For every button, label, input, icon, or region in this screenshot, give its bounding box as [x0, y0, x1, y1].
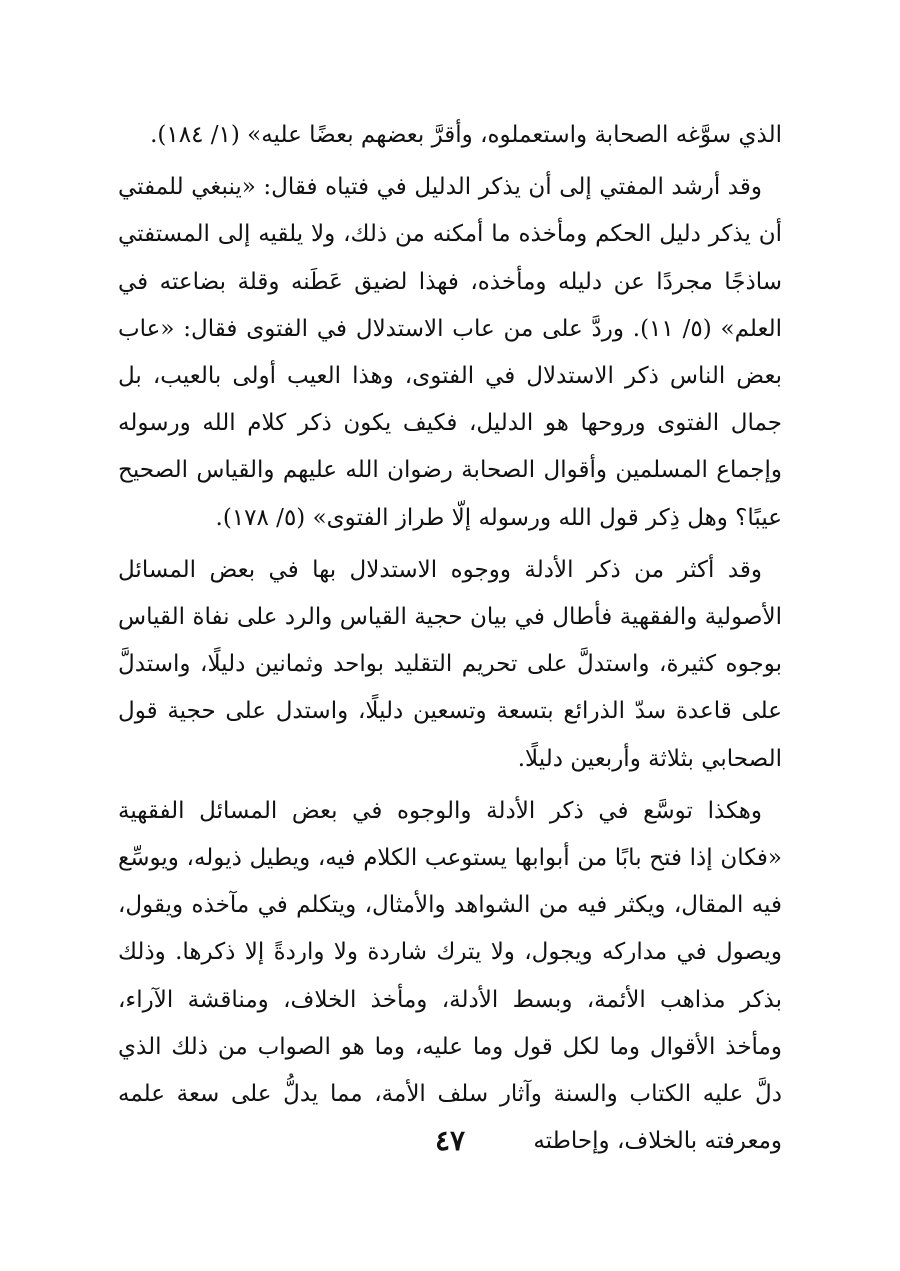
- paragraph-3: وقد أكثر من ذكر الأدلة ووجوه الاستدلال بها في بعض المسائل الأصولية والفقهية فأطال في بيان حجية القياس والرد على نفاة القياس بوجوه كثيرة، واستدلَّ على تحريم التقليد بواحد وثمانين دليلًا، واستدلَّ على قاعدة سدّ الذرائع بتسعة وتسعين دليلًا، واستدل على حجية قول الصحابي بثلاثة وأربعين دليلًا.: [118, 556, 782, 772]
- paragraph-1: الذي سوَّغه الصحابة واستعملوه، وأقرَّ بعضهم بعضًا عليه» (١/ ١٨٤).: [150, 122, 782, 148]
- page-number: ٤٧: [434, 1124, 466, 1157]
- body-text: [118, 112, 782, 1165]
- paragraph-4: وهكذا توسَّع في ذكر الأدلة والوجوه في بعض المسائل الفقهية «فكان إذا فتح بابًا من أبوابها يستوعب الكلام فيه، ويطيل ذيوله، ويوسِّع فيه المقال، ويكثر فيه من الشواهد والأمثال، ويتكلم في مآخذه ويقول، ويصول في مداركه ويجول، ولا يترك شاردة ولا واردةً إلا ذكرها. وذلك بذكر مذاهب الأئمة، وبسط الأدلة، ومأخذ الخلاف، ومناقشة الآراء، ومأخذ الأقوال وما لكل قول وما عليه، وما هو الصواب من ذلك الذي دلَّ عليه الكتاب والسنة وآثار سلف الأمة، مما يدلُّ على سعة علمه ومعرفته بالخلاف، وإحاطته: [118, 797, 782, 1155]
- paragraph-2: وقد أرشد المفتي إلى أن يذكر الدليل في فتياه فقال: «ينبغي للمفتي أن يذكر دليل الحكم ومأخذه ما أمكنه من ذلك، ولا يلقيه إلى المستفتي ساذجًا مجردًا عن دليله ومأخذه، فهذا لضيق عَطَنه وقلة بضاعته في العلم» (٥/ ١١). وردَّ على من عاب الاستدلال في الفتوى فقال: «عاب بعض الناس ذكر الاستدلال في الفتوى، وهذا العيب أولى بالعيب، بل جمال الفتوى وروحها هو الدليل، فكيف يكون ذكر كلام الله ورسوله وإجماع المسلمين وأقوال الصحابة رضوان الله عليهم والقياس الصحيح عيبًا؟ وهل ذِكر قول الله ورسوله إلّا طراز الفتوى» (٥/ ١٧٨).: [118, 174, 782, 531]
